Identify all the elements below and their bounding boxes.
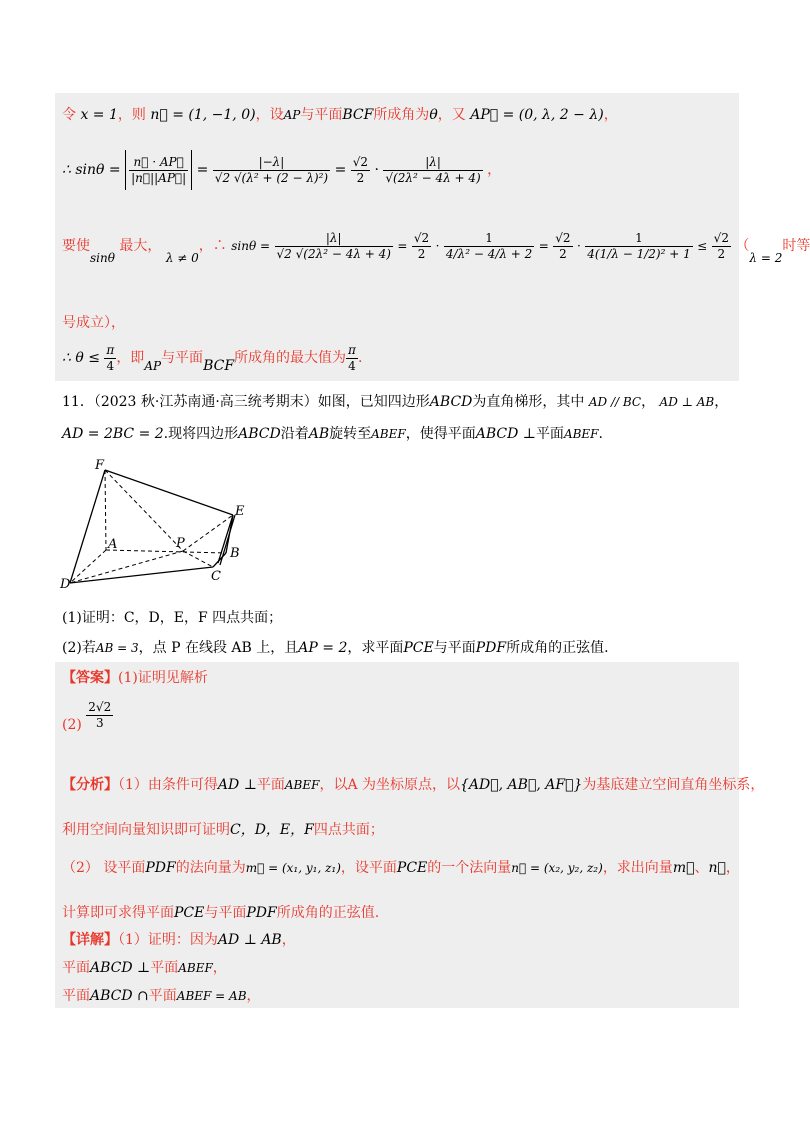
fraction: $\frac{√2}{2}$ <box>352 154 369 185</box>
fraction: $\frac{\pi}{4}$ <box>106 342 115 373</box>
math: ∴ sinθ = <box>62 162 121 178</box>
answer-tag: 【答案】 <box>62 670 118 686</box>
text: 令 <box>62 107 76 123</box>
solution-line-5: ∴ θ ≤ $\frac{\pi}{4}$ ，即AP与平面BCF所成角的最大值为 $\frac{\pi}{4}$ . <box>62 342 363 374</box>
question-1 <box>62 608 282 628</box>
fraction: $\frac{√2}{2}$ <box>413 230 430 261</box>
fraction: $\frac{1}{\text{4(1/λ − 1/2)² + 1}}$ <box>587 230 691 261</box>
fraction: $\frac{√2}{2}$ <box>555 230 571 261</box>
solution-line-4 <box>62 313 125 333</box>
text: 所成角为 <box>373 107 430 123</box>
label-A: A <box>108 537 118 552</box>
fraction: $\frac{√2}{2}$ <box>713 230 729 261</box>
text: ，则 <box>117 107 146 123</box>
fraction: $\frac{\pi}{4}$ <box>348 342 356 373</box>
edge-FA <box>105 470 106 550</box>
text: 时等 <box>782 238 810 254</box>
text: 号成立）， <box>62 315 125 331</box>
geometry-figure <box>58 455 258 590</box>
label-D: D <box>60 577 71 592</box>
edge-DC <box>70 567 213 583</box>
problem-line-1: 11．（2023 秋·江苏南通·高三统考期末）如图，已知四边形ABCD为直角梯形，其中 AD // BC， AD ⊥ AB， <box>62 394 729 410</box>
math: ∴ θ ≤ <box>62 350 100 366</box>
math: = <box>334 162 347 178</box>
math: x = 1 <box>80 107 118 123</box>
fraction: $\frac{2√2}{3}$ <box>88 699 112 730</box>
math: sinθ <box>90 251 115 265</box>
edge-FD <box>70 470 105 583</box>
problem-line-2: AD = 2BC = 2.现将四边形ABCD沿着AB旋转至ABEF，使得平面ABCD ⊥平面ABEF. <box>62 426 603 442</box>
text: 最大， <box>119 238 162 254</box>
label-E: E <box>235 504 245 519</box>
text: ，又 <box>437 107 466 123</box>
analysis-line-2: 利用空间向量知识即可证明C，D，E，F四点共面； <box>62 822 384 838</box>
text: 11．（2023 秋·江苏南通·高三统考期末）如图，已知四边形 <box>62 394 430 410</box>
fraction: $\frac{|\lambda|}{\text{√(2λ² − 4λ + 4)}}$ <box>385 154 481 185</box>
detail-line-1: 【详解】（1）证明：因为AD ⊥ AB， <box>62 932 296 948</box>
edge-PD <box>70 551 183 583</box>
text: ， <box>603 107 618 123</box>
fraction: $\frac{|-\lambda|}{\text{√2 √(λ² + (2 − λ)²)}}$ <box>214 154 329 185</box>
solution-line-2 <box>62 150 501 190</box>
text: (1)证明：C，D，E，F 四点共面； <box>62 610 283 626</box>
solution-line-1 <box>62 105 618 125</box>
detail-line-3: 平面ABCD ∩平面ABEF = AB， <box>62 988 261 1004</box>
math: θ <box>429 107 438 123</box>
edge-AB <box>106 550 226 553</box>
math: sinθ = <box>231 239 271 253</box>
question-2: (2)若AB = 3，点 P 在线段 AB 上，且AP = 2，求平面PCE与平面PDF所成角的正弦值. <box>62 640 609 656</box>
fraction: $\frac{1}{\text{4/λ² − 4/λ + 2}}$ <box>445 230 533 261</box>
text: （ <box>735 238 750 254</box>
math: λ = 2 <box>749 251 783 265</box>
text: 要使 <box>62 238 90 254</box>
math: = <box>196 162 209 178</box>
answer-line-1 <box>62 668 208 688</box>
text: 与平面 <box>300 107 343 123</box>
analysis-line-1: 【分析】（1）由条件可得AD ⊥平面ABEF，以A 为坐标原点，以{AD⃗, AB⃗, AF⃗}为基底建立空间直角坐标系， <box>62 777 765 793</box>
detail-tag: 【详解】 <box>62 932 118 948</box>
analysis-line-4: 计算即可求得平面PCE与平面PDF所成角的正弦值. <box>62 905 380 921</box>
text: ，设 <box>255 107 284 123</box>
math: n⃗ = (1, −1, 0) <box>150 107 256 123</box>
detail-line-2: 平面ABCD ⊥平面ABEF， <box>62 960 227 976</box>
analysis-line-3: （2） 设平面PDF的法向量为m⃗ = (x₁, y₁, z₁)，设平面PCE的一个法向量n⃗ = (x₂, y₂, z₂)，求出向量m⃗、n⃗， <box>62 860 740 876</box>
label-F: F <box>95 458 105 473</box>
answer-line-2 <box>62 695 113 735</box>
text: (1)证明见解析 <box>118 670 208 686</box>
math: AP⃗ = (0, λ, 2 − λ) <box>470 107 604 123</box>
text: (2) <box>62 717 82 733</box>
label-P: P <box>176 536 185 551</box>
solution-line-3: 要使sinθ 最大， λ ≠ 0，∴ sinθ = $\frac{|\lambda|}{\text{√2 √(2λ² − 4λ + 4)}}$ = $\frac{√2}{2}$ · $\frac{1}{\text{4/λ² − 4/λ + 2}}$ = $\frac{√2}{2}$ · $\frac{1}{\text{4(1/λ − 1/2)² + 1}}$ ≤ $\frac{√2}{2}$ （λ = 2时等 <box>62 230 810 265</box>
math: · <box>374 162 379 178</box>
label-B: B <box>230 546 240 561</box>
label-C: C <box>211 569 221 584</box>
fraction: $\frac{n⃗ \cdot AP⃗}{|n⃗||AP⃗|}$ <box>131 154 187 185</box>
fraction: $\frac{|\lambda|}{\text{√2 √(2λ² − 4λ + 4)}}$ <box>276 230 391 261</box>
math: BCF <box>342 107 374 123</box>
analysis-tag: 【分析】 <box>62 777 118 793</box>
text: ， <box>487 162 502 178</box>
math: λ ≠ 0 <box>165 251 199 265</box>
edge-FE <box>105 470 233 515</box>
edge-PC <box>183 551 213 567</box>
text: ，∴ <box>198 238 227 254</box>
math: AP <box>283 108 301 122</box>
